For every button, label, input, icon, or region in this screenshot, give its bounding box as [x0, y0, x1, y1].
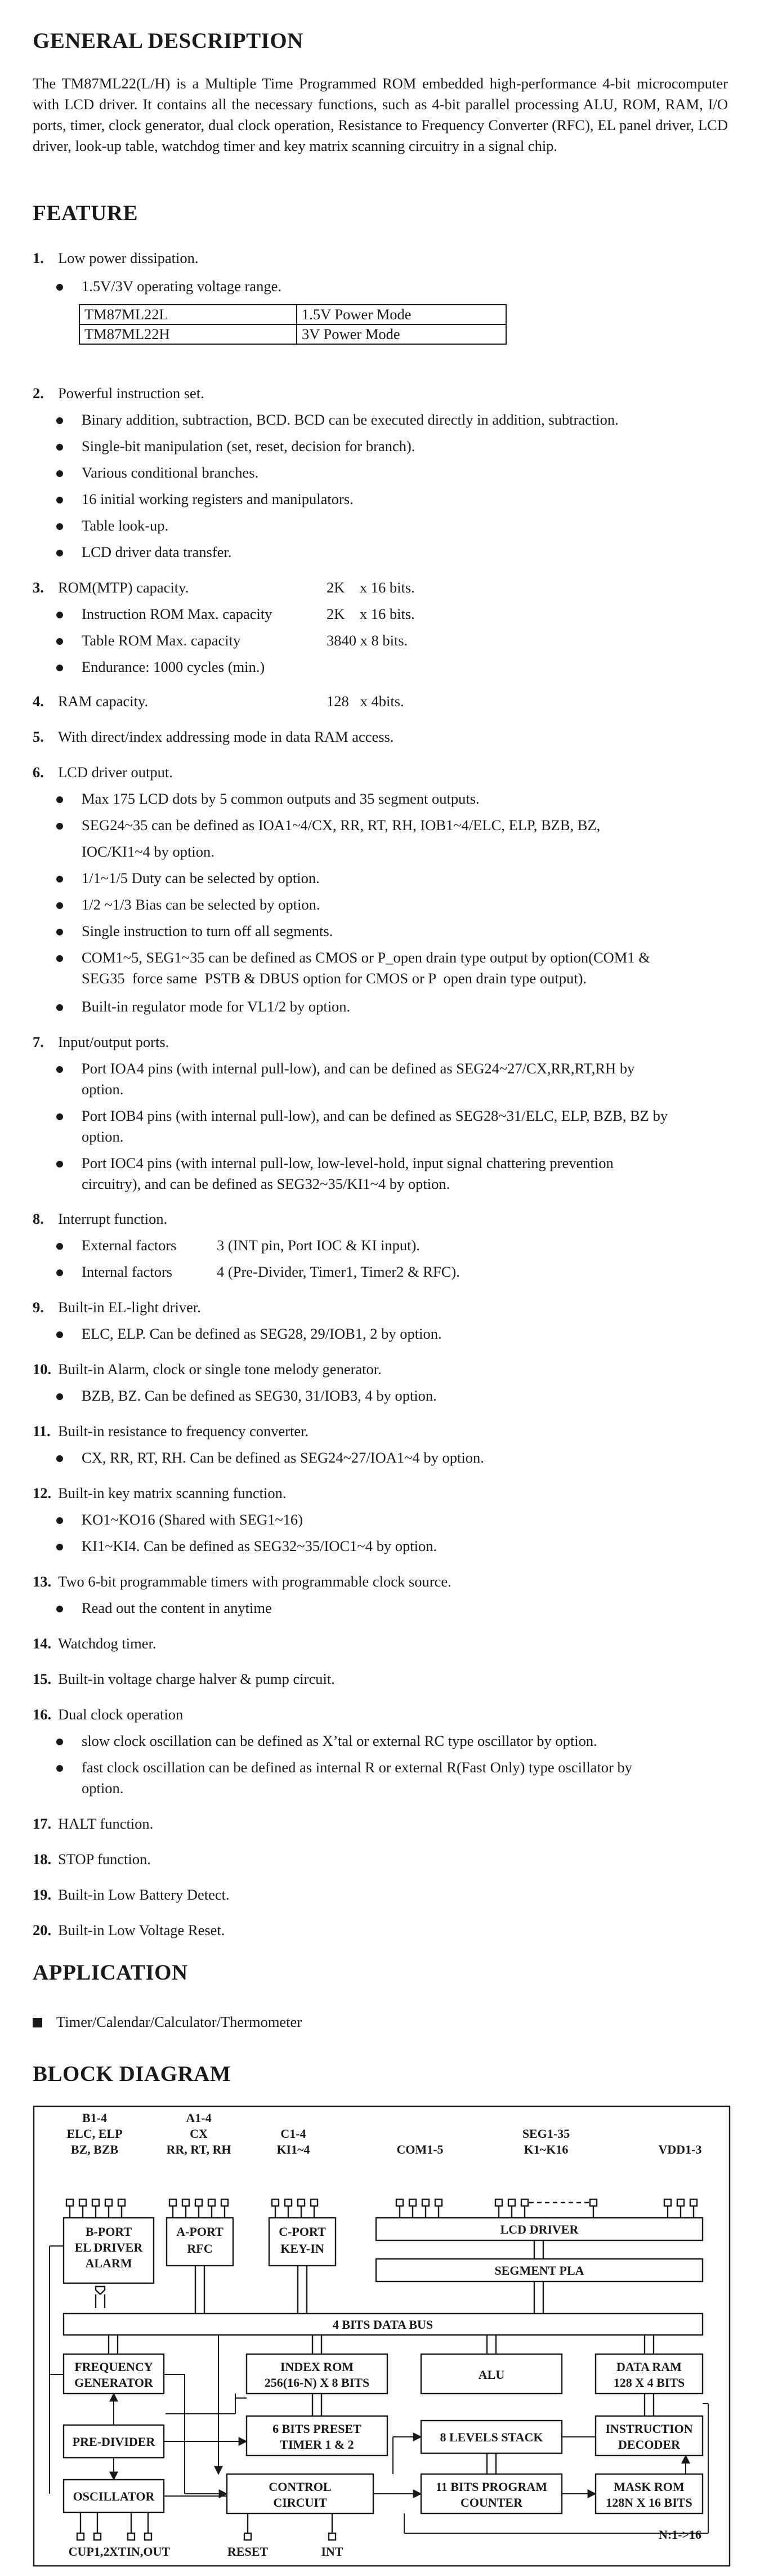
timer-label: TIMER 1 & 2	[280, 2437, 354, 2452]
pin-label-k1-k16: K1~K16	[524, 2142, 569, 2156]
block-diagram	[33, 2105, 731, 2567]
key-in-label: KEY-IN	[280, 2241, 324, 2256]
power-mode-table	[79, 304, 507, 345]
pin-label-reset: RESET	[227, 2544, 269, 2559]
block-diagram-heading: BLOCK DIAGRAM	[33, 2062, 231, 2086]
application-heading: APPLICATION	[33, 1960, 188, 1985]
table-row: TM87ML22L 1.5V Power Mode	[79, 305, 506, 324]
diagram-note: N:1->16	[658, 2528, 702, 2542]
circuit-label: CIRCUIT	[273, 2495, 327, 2510]
timer-preset-label: 6 BITS PRESET	[272, 2422, 361, 2436]
pin-label-int: INT	[321, 2544, 343, 2559]
index-rom-size-label: 256(16-N) X 8 BITS	[264, 2376, 370, 2390]
pin-label-rr-rt-rh: RR, RT, RH	[166, 2142, 231, 2156]
top-pin-leads	[70, 2206, 694, 2218]
program-counter-label: 11 BITS PROGRAM	[435, 2480, 548, 2494]
oscillator-label: OSCILLATOR	[73, 2489, 155, 2503]
pin-label-cx: CX	[190, 2127, 208, 2141]
lcd-driver-label: LCD DRIVER	[500, 2222, 579, 2236]
pin-label-vdd1-3: VDD1-3	[658, 2142, 702, 2156]
pin-label-xtin: XTIN,OUT	[109, 2544, 171, 2559]
feature-heading: FEATURE	[33, 201, 138, 225]
bottom-pins	[77, 2512, 336, 2540]
a-port-label: A-PORT	[176, 2225, 223, 2239]
table-row: TM87ML22H 3V Power Mode	[79, 324, 506, 344]
counter-label: COUNTER	[460, 2495, 523, 2510]
alarm-label: ALARM	[85, 2256, 132, 2270]
mask-rom-size-label: 128N X 16 BITS	[606, 2495, 692, 2510]
pin-label-a1-4: A1-4	[186, 2111, 212, 2125]
general-description-text: The TM87ML22(L/H) is a Multiple Time Programmed ROM embedded high-performance 4-bit microcomputer with LCD driver. It contains all the necessary functions, such as 4-bit parallel processing ALU, ROM, RAM, I/O ports, timer, clock generator, dual clock operation, Resistance to Frequency Converter (RFC), EL panel driver, LCD driver, look-up table, watchdog timer and key matrix scanning circuitry in a signal chip.	[33, 75, 728, 154]
square-bullet-icon	[33, 2018, 42, 2027]
el-driver-label: EL DRIVER	[74, 2240, 143, 2254]
data-bus-label: 4 BITS DATA BUS	[332, 2317, 433, 2332]
segment-pla-label: SEGMENT PLA	[494, 2263, 584, 2278]
pin-label-bz-bzb: BZ, BZB	[70, 2142, 119, 2156]
pin-label-ki1-4: KI1~4	[276, 2142, 310, 2156]
pre-divider-label: PRE-DIVIDER	[72, 2435, 155, 2449]
mask-rom-label: MASK ROM	[614, 2480, 685, 2494]
data-ram-size-label: 128 X 4 BITS	[613, 2376, 685, 2390]
index-rom-label: INDEX ROM	[280, 2360, 354, 2374]
instruction-label: INSTRUCTION	[605, 2422, 693, 2436]
datasheet-page: GENERAL DESCRIPTION The TM87ML22(L/H) is a Multiple Time Programmed ROM embedded high-performance 4-bit microcomputer with LCD driver. It contains all the necessary functions, such as 4-bit parallel processing ALU, ROM, RAM, I/O ports, timer, clock generator, dual clock operation, Resistance to Frequency Converter (RFC), EL panel driver, LCD driver, look-up table, watchdog timer and key matrix scanning circuitry in a signal chip. FEATURE 1. Low power dissipation. 1.5V/3V operating voltage range. TM87ML22L 1.5V Power Mode TM87ML22H 3V Power Mode 2. Powerful instruction set. Binary addition, subtraction, BCD. BCD can be executed directly in addition, subtraction. Single-bit manipulation (set, reset, decision for branch). Various conditional branches. 16 initial working registers and manipulators. Table look-up. LCD driver data transfer. 3. ROM(MTP) capacity. 2K x 16 bits. Instruction ROM Max. capacity 2K x 16 bits. Table ROM Max. capacity 3840 x 8 bits. Endurance: 1000 cycles (min.) 4. RAM capacity. 128 x 4bits. 5. With direct/index addressing mode in data RAM access. 6. LCD driver output. Max 175 LCD dots by 5 common outputs and 35 segment outputs. SEG24~35 can be defined as IOA1~4/CX, RR, RT, RH, IOB1~4/ELC, ELP, BZB, BZ, IOC/KI1~4 by option. 1/1~1/5 Duty can be selected by option. 1/2 ~1/3 Bias can be selected by option. Single instruction to turn off all segments. COM1~5, SEG1~35 can be defined as CMOS or P_open drain type output by option(COM1 & SEG35 force same PSTB & DBUS option for CMOS or P open drain type output). Built-in regulator mode for VL1/2 by option. 7. Input/output ports. Port IOA4 pins (with internal pull-low), and can be defined as SEG24~27/CX,RR,RT,RH by option. Port IOB4 pins (with internal pull-low), and can be defined as SEG28~31/ELC, ELP, BZB, BZ by option. Port IOC4 pins (with internal pull-low, low-level-hold, input signal chattering prevention circuitry), and can be defined as SEG32~35/KI1~4 by option. 8. Interrupt function. External factors 3 (INT pin, Port IOC & KI input). Internal factors 4 (Pre-Divider, Timer1, Timer2 & RFC). 9. Built-in EL-light driver. ELC, ELP. Can be defined as SEG28, 29/IOB1, 2 by option. 10. Built-in Alarm, clock or single tone melody generator. BZB, BZ. Can be defined as SEG30, 31/IOB3, 4 by option. 11. Built-in resistance to frequency converter. CX, RR, RT, RH. Can be defined as SEG24~27/IOA1~4 by option. 12. Built-in key matrix scanning function. KO1~KO16 (Shared with SEG1~16) KI1~KI4. Can be defined as SEG32~35/IOC1~4 by option. 13. Two 6-bit programmable timers with programmable clock source. Read out the content in anytime 14. Watchdog timer. 15. Built-in voltage charge halver & pump circuit. 16. Dual clock operation slow clock oscillation can be defined as X’tal or external RC type oscillator by option. fast clock oscillation can be defined as internal R or external R(Fast Only) type oscillator by option. 17. HALT function. 18. STOP function. 19. Built-in Low Battery Detect. 20. Built-in Low Voltage Reset. APPLICATION Timer/Calendar/Calculator/Thermometer BLOCK DIAGRAM B1-4 ELC, ELP BZ, BZB A1-4 CX RR, RT, RH C1-4 KI1~4 COM1-5 SEG1-35 K1~K16 VDD1-3 B-PORT EL DRIVER ALARM A-PORT RFC C-PORT KEY-IN LCD DRIVER SEGMENT PLA 4 BITS DATA BUS FREQUENCY GENERATOR INDEX ROM 256(16-N) X 8 BITS ALU DATA RAM 128 X 4 BITS PRE-DIVIDER 6 BITS PRESET TIMER 1 & 2 8 LEVELS STACK INSTRUCTION DECODER OSCILLATOR CONTROL CIRCUIT 11 BITS PROGRAM COUNTER MASK ROM 128N X 16 BITS CUP1,2 XTIN,OUT RESET INT N:1->16	[0, 0, 760, 2576]
top-pin-squares	[66, 2199, 697, 2206]
pin-label-cup: CUP1,2	[68, 2544, 110, 2559]
data-ram-label: DATA RAM	[616, 2360, 682, 2374]
pin-label-b1-4: B1-4	[82, 2111, 107, 2125]
c-port-label: C-PORT	[279, 2225, 326, 2239]
b-port-label: B-PORT	[85, 2225, 132, 2239]
generator-label: GENERATOR	[74, 2376, 153, 2390]
pin-label-com1-5: COM1-5	[396, 2142, 444, 2156]
decoder-label: DECODER	[618, 2437, 681, 2452]
general-description-heading: GENERAL DESCRIPTION	[33, 29, 303, 53]
stack-label: 8 LEVELS STACK	[440, 2430, 543, 2444]
rfc-label: RFC	[187, 2241, 213, 2256]
pin-label-c1-4: C1-4	[280, 2127, 306, 2141]
pin-label-elc-elp: ELC, ELP	[66, 2127, 123, 2141]
alu-label: ALU	[478, 2368, 505, 2382]
pin-label-seg1-35: SEG1-35	[522, 2127, 570, 2141]
frequency-label: FREQUENCY	[74, 2360, 153, 2374]
control-label: CONTROL	[269, 2480, 332, 2494]
